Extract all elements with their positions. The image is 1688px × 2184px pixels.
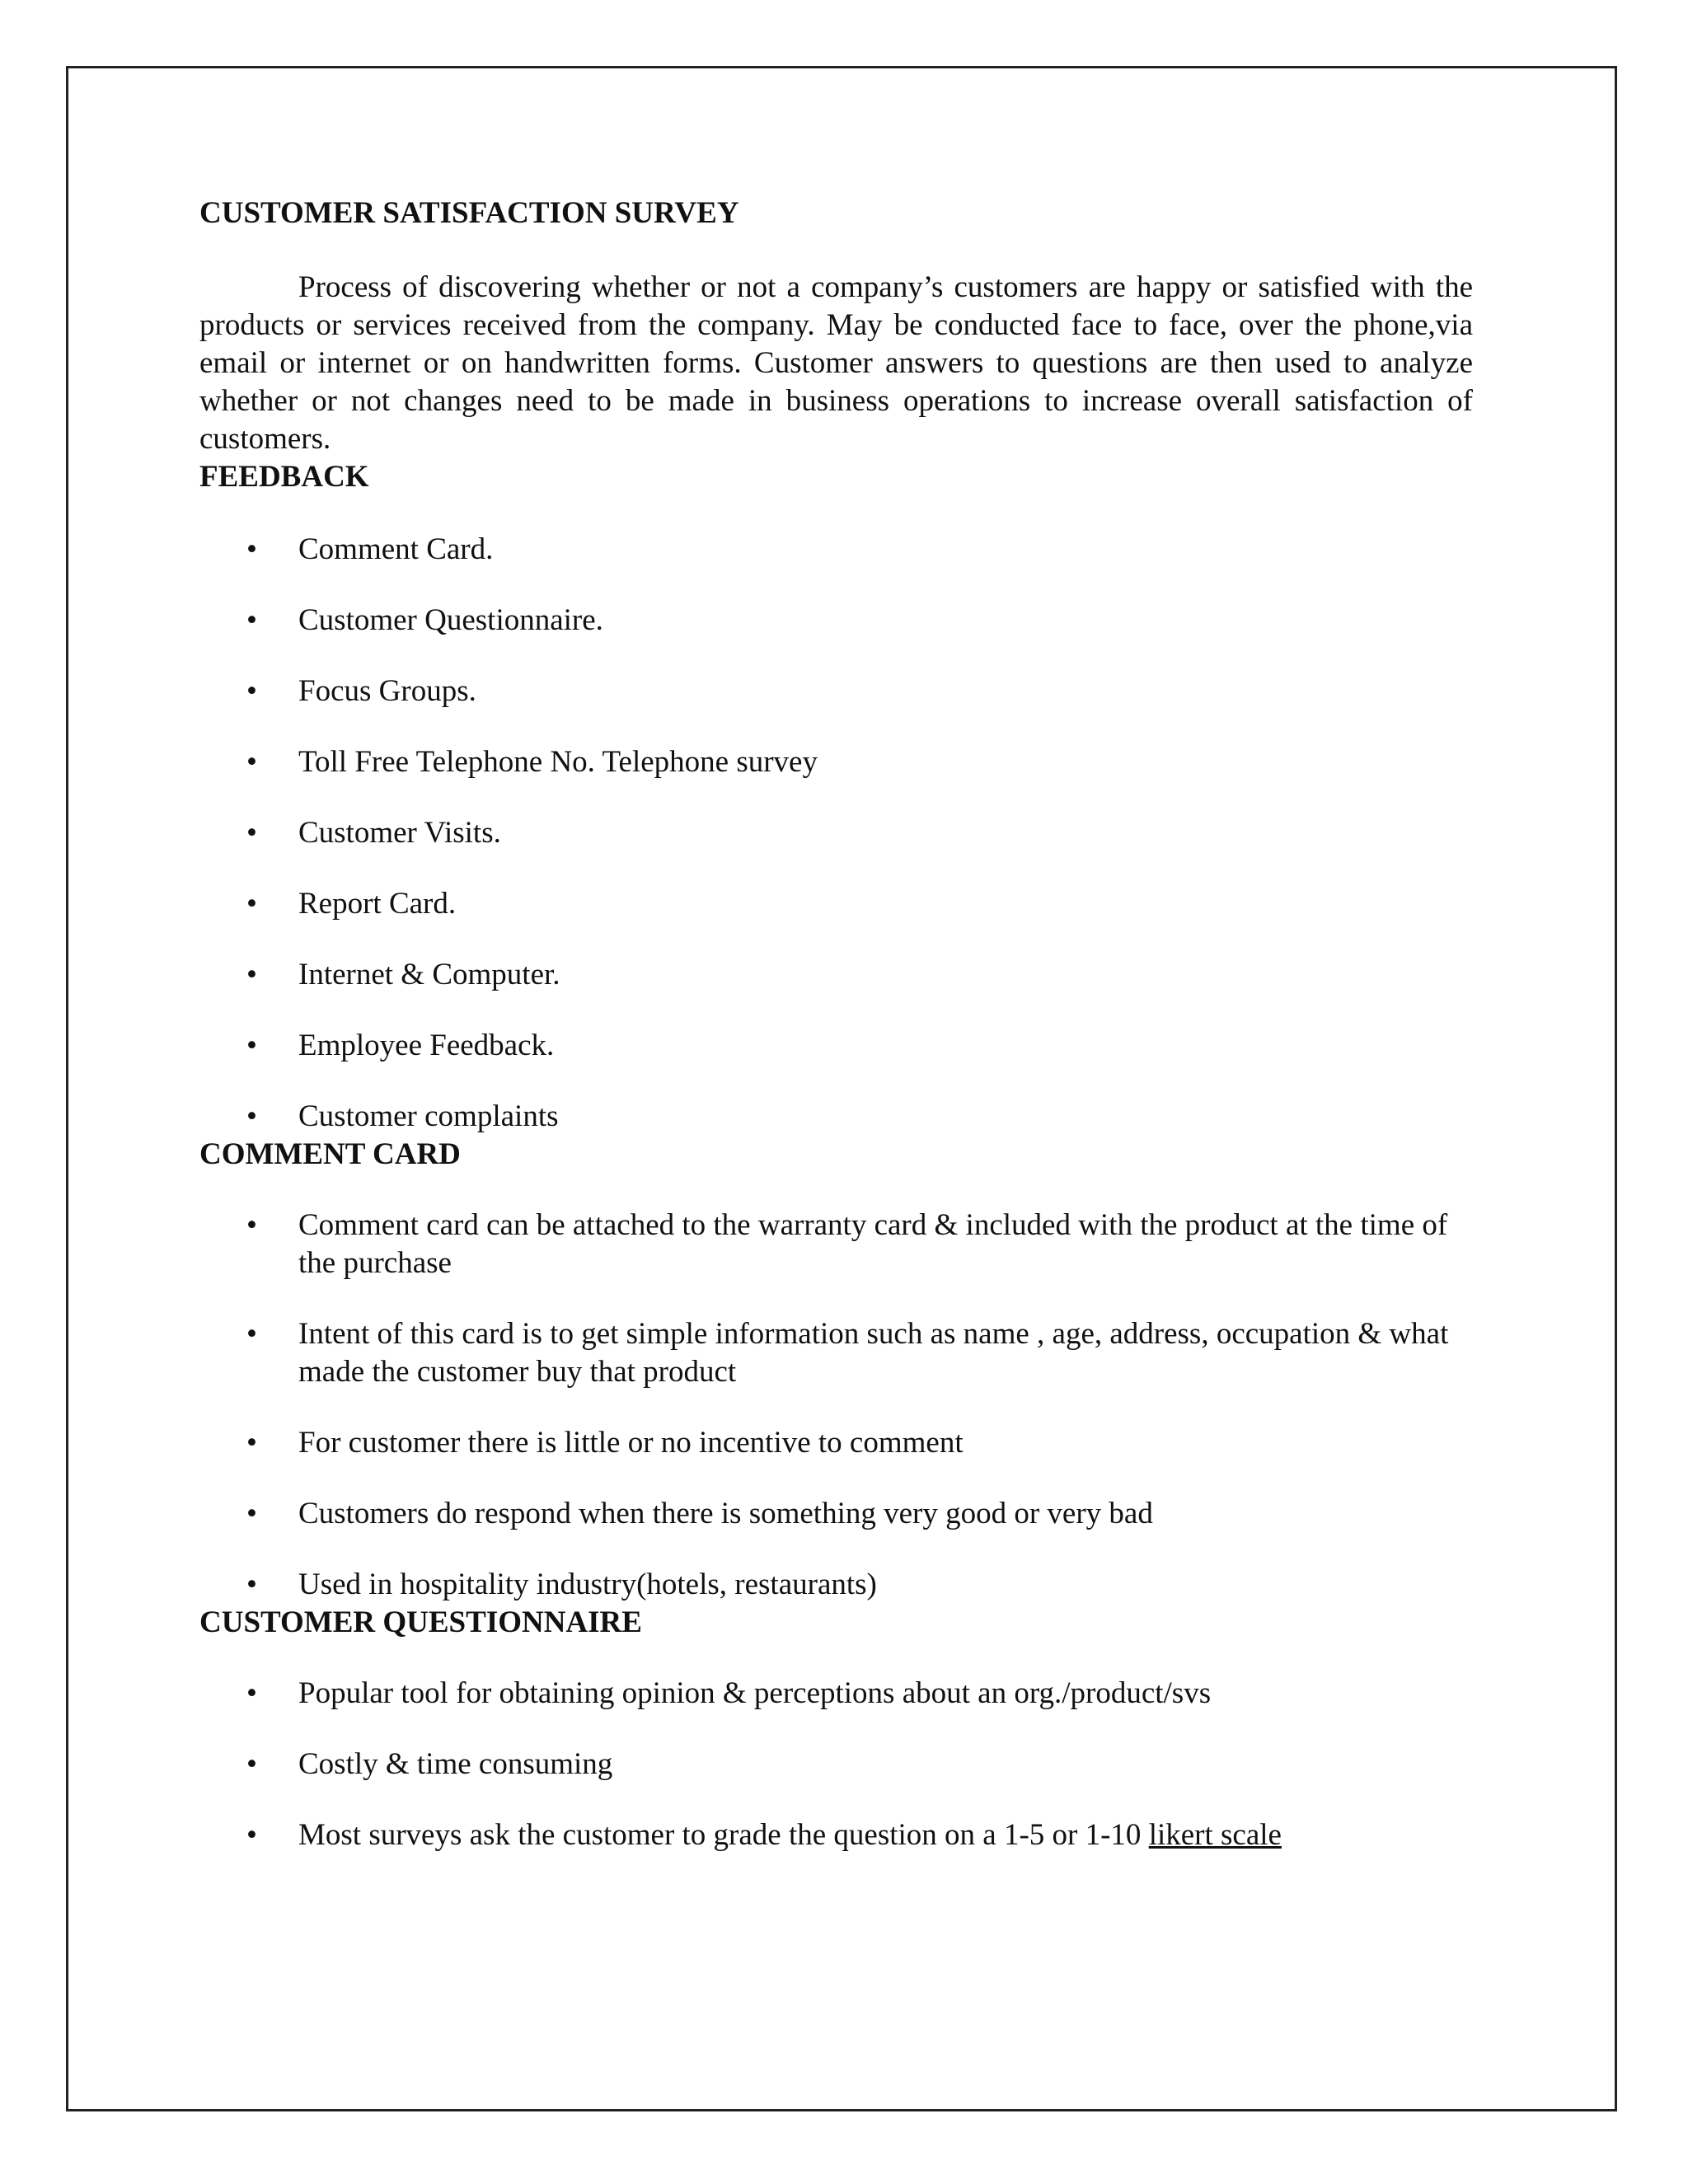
list-item-text: Intent of this card is to get simple information such as name , age, address, occupation & what made the customer buy that product bbox=[298, 1317, 1449, 1389]
bullet-icon: • bbox=[246, 887, 257, 921]
list-item bbox=[199, 1746, 1473, 1783]
list-item bbox=[199, 531, 1473, 569]
page-title: CUSTOMER SATISFACTION SURVEY bbox=[199, 196, 739, 230]
bullet-icon: • bbox=[246, 1029, 257, 1062]
customer-questionnaire-heading: CUSTOMER QUESTIONNAIRE bbox=[199, 1605, 642, 1639]
bullet-icon: • bbox=[246, 1317, 257, 1351]
bullet-icon: • bbox=[246, 1568, 257, 1601]
list-item-text: Comment Card. bbox=[298, 532, 494, 566]
list-item-text: Employee Feedback. bbox=[298, 1029, 555, 1062]
list-item bbox=[199, 1566, 1473, 1604]
bullet-icon: • bbox=[246, 958, 257, 991]
list-item-text: Most surveys ask the customer to grade the question on a 1-5 or 1-10 bbox=[298, 1818, 1142, 1852]
feedback-list bbox=[199, 531, 1473, 1136]
list-item bbox=[199, 1207, 1473, 1282]
bullet-icon: • bbox=[246, 603, 257, 637]
bullet-icon: • bbox=[246, 1747, 257, 1781]
bullet-icon: • bbox=[246, 674, 257, 708]
comment-card-list bbox=[199, 1207, 1473, 1604]
bullet-icon: • bbox=[246, 1497, 257, 1530]
feedback-heading: FEEDBACK bbox=[199, 460, 369, 494]
customer-questionnaire-list bbox=[199, 1675, 1473, 1854]
bullet-icon: • bbox=[246, 745, 257, 779]
bullet-icon: • bbox=[246, 816, 257, 850]
list-item-text: Customer Questionnaire. bbox=[298, 603, 603, 637]
likert-scale-link[interactable]: likert scale bbox=[1148, 1818, 1282, 1852]
bullet-icon: • bbox=[246, 1426, 257, 1460]
comment-card-heading: COMMENT CARD bbox=[199, 1137, 461, 1171]
list-item-text: Focus Groups. bbox=[298, 674, 476, 708]
list-item bbox=[199, 1495, 1473, 1533]
list-item bbox=[199, 1816, 1473, 1854]
list-item-text: Popular tool for obtaining opinion & perceptions about an org./product/svs bbox=[298, 1676, 1212, 1710]
intro-paragraph: Process of discovering whether or not a company’s customers are happy or satisfied with the products or services received from the company. May be conducted face to face, over the phone,via email or internet or on handwritten forms. Customer answers to questions are then used to analyze whether or not changes need to be made in business operations to increase overall satisfaction of customers. bbox=[199, 270, 1473, 456]
list-item bbox=[199, 1424, 1473, 1462]
list-item-text: For customer there is little or no incentive to comment bbox=[298, 1426, 964, 1460]
list-item-text: Internet & Computer. bbox=[298, 958, 560, 991]
list-item bbox=[199, 956, 1473, 994]
list-item-text: Customer complaints bbox=[298, 1099, 559, 1133]
list-item bbox=[199, 602, 1473, 640]
list-item bbox=[199, 673, 1473, 710]
list-item-text: Toll Free Telephone No. Telephone survey bbox=[298, 745, 818, 779]
bullet-icon: • bbox=[246, 532, 257, 566]
list-item bbox=[199, 1027, 1473, 1065]
bullet-icon: • bbox=[246, 1208, 257, 1242]
bullet-icon: • bbox=[246, 1676, 257, 1710]
bullet-icon: • bbox=[246, 1818, 257, 1852]
list-item-text: Used in hospitality industry(hotels, restaurants) bbox=[298, 1568, 877, 1601]
list-item-text: Costly & time consuming bbox=[298, 1747, 613, 1781]
list-item bbox=[199, 1675, 1473, 1713]
list-item bbox=[199, 1315, 1473, 1391]
list-item bbox=[199, 885, 1473, 923]
list-item-text: Customer Visits. bbox=[298, 816, 501, 850]
list-item-text: Customers do respond when there is something very good or very bad bbox=[298, 1497, 1153, 1530]
bullet-icon: • bbox=[246, 1099, 257, 1133]
list-item bbox=[199, 1098, 1473, 1136]
list-item-text: Comment card can be attached to the warranty card & included with the product at the time of the purchase bbox=[298, 1208, 1448, 1280]
list-item bbox=[199, 814, 1473, 852]
list-item bbox=[199, 743, 1473, 781]
document-body bbox=[199, 194, 1473, 1854]
list-item-text: Report Card. bbox=[298, 887, 457, 921]
